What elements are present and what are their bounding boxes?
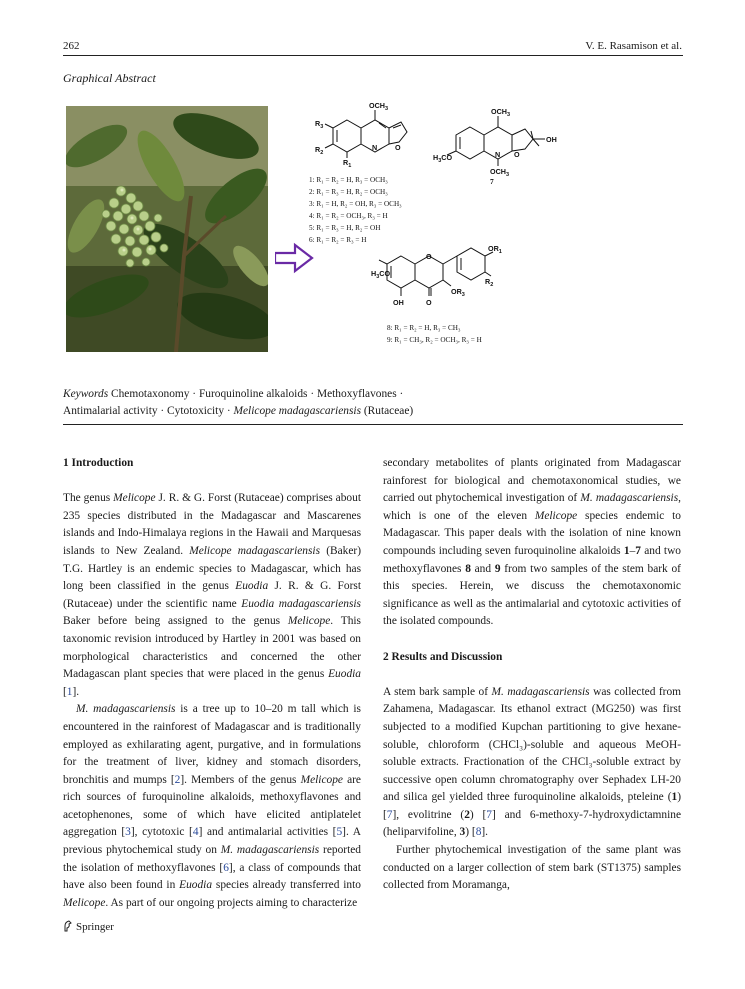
label7-och3-top: $OCH_3$	[491, 107, 511, 118]
section-heading-introduction: 1 Introduction	[63, 457, 134, 469]
text-run: A stem bark sample of	[383, 685, 492, 698]
compound-number: 2	[464, 808, 470, 821]
running-head-authors: V. E. Rasamison et al.	[585, 40, 682, 52]
svg-text:6: R₁ = R₂ = R₃ = H: 6: R₁ = R₂ = R₃ = H	[309, 236, 367, 244]
compound-number: 3	[459, 826, 466, 839]
text-run: Baker before being assigned to the genus	[63, 615, 288, 628]
italic-term: Euodia	[328, 668, 361, 681]
italic-term: Melicope	[113, 492, 156, 505]
label-r2: $R_2$	[315, 145, 324, 156]
reference-link[interactable]: 8	[475, 826, 482, 839]
compound-list-1-6	[309, 176, 402, 244]
svg-text:1: R₁ = R₂ = H, R₃ = OCH₃: 1: R₁ = R₂ = H, R₃ = OCH₃	[309, 176, 388, 184]
label7-oh: OH	[546, 135, 557, 144]
page-number: 262	[63, 40, 80, 52]
arrow-icon	[275, 245, 312, 271]
text-run: ) [	[469, 808, 487, 821]
reference-link[interactable]: 6	[223, 861, 229, 874]
text-run: was collected from Zahamena, Madagascar. Its ethanol extract (MG250) was first subjected to a modified Kupchan partitioning to give hexane-soluble, chloroform (CHCl₃)-soluble and aqueous MeOH-soluble extracts. Fractionation of the CHCl₃-soluble extract by successive open column chromatography over Sephadex LH-20 and silica gel yielded three furoquinoline alkaloids, pteleine (	[383, 685, 682, 804]
flav-h3co: $H_3CO$	[371, 269, 391, 280]
text-run: (Baker) T.G. Hartley is an endemic species to Madagascar, which has long been classified in the genus	[63, 544, 361, 593]
text-run: from two samples of the stem bark of this species. Herein, we discuss the chemotaxonomic significance as well as the antimalarial and cytotoxic activities of the isolated compounds.	[383, 562, 681, 628]
svg-text:2: R₁ = R₃ = H, R₂ = OCH₃: 2: R₁ = R₃ = H, R₂ = OCH₃	[309, 188, 388, 196]
italic-term: Melicope	[534, 509, 578, 522]
right-column	[383, 455, 681, 895]
italic-term: M. madagascariensis	[220, 844, 320, 857]
compound-list-8-9	[387, 324, 482, 344]
header-rule	[63, 55, 683, 56]
italic-term: Euodia	[235, 580, 269, 593]
plant-photo	[66, 106, 268, 352]
flav-or1: $OR_1$	[488, 244, 502, 255]
text-run: are rich sources of furoquinoline alkaloids, methoxyflavones and acetophenones, some of which have elicited antiplatelet aggregation [	[63, 773, 361, 839]
compound-number: 1	[671, 791, 678, 804]
text-run: ], cytotoxic [	[130, 826, 193, 839]
results-paragraph-2	[383, 842, 681, 895]
flav-ketone-o: O	[426, 298, 432, 307]
text-run: –	[629, 544, 636, 557]
structures-svg	[275, 98, 685, 360]
flav-ring-o: O	[426, 252, 432, 261]
text-run: ] and 6-methoxy-7-hydroxydictamnine (heliparvifoline,	[383, 808, 682, 839]
keywords-label: Keywords	[63, 388, 109, 400]
label7-h3co: $H_3CO$	[433, 153, 453, 164]
svg-text:8: R₁ = R₂ = H, R₃ = CH₃: 8: R₁ = R₂ = H, R₃ = CH₃	[387, 324, 461, 332]
svg-text:4: R₁ = R₂ = OCH₃, R₃ = H: 4: R₁ = R₂ = OCH₃, R₃ = H	[309, 212, 388, 220]
plant-photo-drawing	[66, 106, 268, 352]
italic-term: Melicope	[287, 615, 331, 628]
section-heading-results: 2 Results and Discussion	[383, 650, 503, 663]
italic-term: Euodia madagascariensis	[241, 597, 361, 610]
italic-term: Melicope	[300, 773, 343, 786]
svg-text:3: R₁ = H, R₂ = OH, R₃ = OCH₃: 3: R₁ = H, R₂ = OH, R₃ = OCH₃	[309, 200, 402, 208]
text-run: ]. A previous phytochemical study on	[63, 826, 361, 857]
label-och3-top: $OCH_3$	[369, 101, 389, 112]
text-run: ) [	[465, 826, 476, 839]
text-run: . As part of our ongoing projects aiming to characterize	[105, 896, 358, 909]
text-run: species endemic to Madagascar. This paper deals with the isolation of nine known compounds including seven furoquinoline alkaloids	[383, 509, 681, 557]
keywords-block	[63, 386, 683, 420]
keywords-text-1: Chemotaxonomy · Furoquinoline alkaloids · Methoxyflavones ·	[111, 388, 404, 400]
chemical-structures	[275, 98, 685, 360]
text-run: [	[63, 685, 67, 698]
text-run: ].	[72, 685, 80, 698]
compound-number: 9	[494, 562, 501, 575]
keywords-line-2: Antimalarial activity · Cytotoxicity · Melicope madagascariensis (Rutaceae)	[63, 405, 414, 417]
label-n: N	[372, 143, 378, 152]
compound-7-number: 7	[490, 177, 494, 186]
italic-term: M. madagascariensis	[76, 703, 176, 716]
flav-r2: $R_2$	[485, 277, 494, 288]
keywords-rule	[63, 424, 683, 425]
compound-number: 1	[623, 544, 630, 557]
publisher-name: Springer	[76, 921, 114, 933]
text-run: species already transferred into	[212, 879, 361, 892]
text-run: , which is one of the eleven	[383, 492, 681, 522]
compound-number: 8	[465, 562, 471, 575]
text-run: ].	[481, 826, 489, 839]
text-run: reported the isolation of methoxyflavones [	[63, 844, 361, 874]
reference-link[interactable]: 7	[386, 808, 393, 821]
label-o: O	[395, 143, 401, 152]
flav-oh: OH	[393, 298, 404, 307]
text-run: ], a class of compounds that have also been found in	[63, 861, 361, 892]
text-run: ] and antimalarial activities [	[198, 826, 337, 839]
label-r3: $R_3$	[315, 119, 324, 130]
text-run: J. R. & G. Forst (Rutaceae) under the scientific name	[63, 580, 361, 610]
text-run: is a tree up to 10–20 m tall which is encountered in the rainforest of Madagascar and is traditionally employed as exhilarating agent, purgative, and in formulations for the treatment of liver, kidney and stomach disorders, bronchitis and mumps [	[63, 703, 361, 786]
keywords-line-1	[63, 386, 683, 403]
italic-term: M. madagascariensis	[580, 492, 679, 505]
text-run: The genus	[63, 492, 114, 505]
reference-link[interactable]: 7	[486, 808, 492, 821]
footer	[63, 920, 114, 935]
italic-term: Melicope	[63, 896, 106, 909]
reference-link[interactable]: 1	[66, 685, 73, 698]
svg-text:9: R₁ = CH₃, R₂ = OCH₃, R₃ =: 9: R₁ = CH₃, R₂ = OCH₃, R₃ = H	[387, 336, 482, 344]
reference-link[interactable]: 3	[125, 826, 131, 839]
text-run: ) [	[383, 791, 681, 821]
italic-term: M. madagascariensis	[491, 685, 590, 698]
label7-o: O	[514, 150, 520, 159]
text-run: ], evolitrine (	[392, 808, 465, 821]
label7-n: N	[495, 150, 501, 159]
text-run: and	[470, 562, 495, 575]
label7-och3-bottom: $OCH_3$	[490, 167, 510, 178]
reference-link[interactable]: 2	[174, 773, 181, 786]
text-run: J. R. & G. Forst (Rutaceae) comprises about 235 species distributed in the Madagascar and Mascarenes islands and Indo-Himalaya regions in the Hawaii and Marquesas islands to New Zealand.	[63, 492, 361, 557]
text-run: and two methoxyflavones	[383, 544, 681, 575]
flav-or3: $OR_3$	[451, 287, 465, 298]
text-run: . This taxonomic revision introduced by Hartley in 2001 was based on morphological characteristics and concerned the other Madagascan plant species that were placed in the genus	[63, 615, 361, 681]
reference-link[interactable]: 4	[192, 826, 199, 839]
text-run: secondary metabolites of plants originated from Madagascar rainforest for biological and chemotaxonomical studies, we carried out phytochemical investigation of	[383, 457, 681, 505]
italic-term: Euodia	[179, 879, 213, 892]
intro-paragraph-2	[63, 701, 361, 912]
results-paragraph-1	[383, 684, 681, 842]
springer-horse-icon	[63, 920, 73, 935]
intro-paragraph-1	[63, 490, 361, 701]
italic-term: Melicope madagascariensis	[189, 544, 321, 557]
graphical-abstract-title: Graphical Abstract	[63, 71, 156, 85]
intro-paragraph-3	[383, 455, 681, 631]
left-column	[63, 455, 361, 912]
text-run: Further phytochemical investigation of the same plant was conducted on a larger collection of stem bark (ST1375) samples collected from Moramanga,	[383, 844, 681, 892]
compound-number: 7	[635, 544, 641, 557]
text-run: ]. Members of the genus	[180, 773, 301, 786]
reference-link[interactable]: 5	[336, 826, 343, 839]
label-r1: $R_1$	[343, 158, 352, 169]
svg-text:5: R₁ = R₃ = H, R₂ = OH: 5: R₁ = R₃ = H, R₂ = OH	[309, 224, 381, 232]
